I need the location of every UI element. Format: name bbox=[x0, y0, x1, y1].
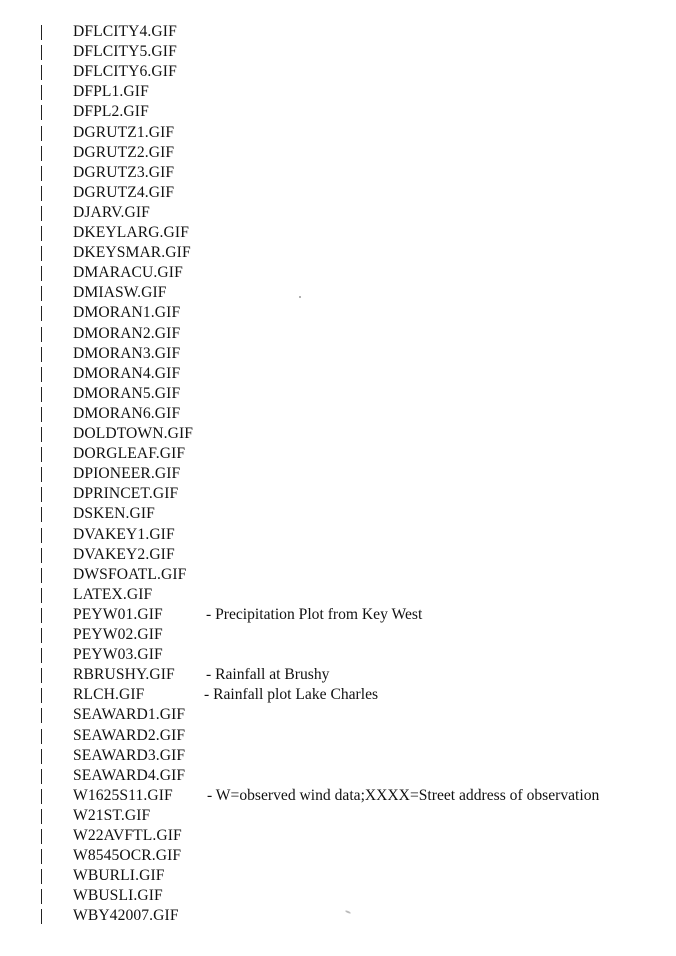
file-name: LATEX.GIF bbox=[73, 585, 153, 603]
revision-bar bbox=[41, 608, 42, 623]
list-item bbox=[0, 786, 676, 806]
revision-bar bbox=[41, 407, 42, 422]
file-description: - Rainfall plot Lake Charles bbox=[204, 686, 379, 704]
file-name: W21ST.GIF bbox=[73, 806, 151, 824]
revision-bar bbox=[41, 568, 42, 583]
revision-bar bbox=[41, 25, 42, 40]
file-name: DFLCITY4.GIF bbox=[73, 23, 177, 40]
file-name: RBRUSHY.GIF bbox=[73, 666, 175, 684]
revision-bar bbox=[41, 809, 42, 824]
file-name: WBUSLI.GIF bbox=[73, 887, 163, 905]
file-name: DFLCITY6.GIF bbox=[73, 63, 177, 81]
file-name: DWSFOATL.GIF bbox=[73, 565, 187, 583]
list-item bbox=[0, 42, 676, 62]
file-name: DFLCITY5.GIF bbox=[73, 43, 177, 61]
file-name: DMORAN3.GIF bbox=[73, 344, 181, 362]
list-item bbox=[0, 384, 676, 404]
revision-bar bbox=[41, 206, 42, 221]
revision-bar bbox=[41, 849, 42, 864]
revision-bar bbox=[41, 186, 42, 201]
file-name: PEYW02.GIF bbox=[73, 626, 163, 643]
list-item bbox=[0, 203, 676, 223]
list-item bbox=[0, 585, 676, 605]
list-item bbox=[0, 324, 676, 344]
file-name: DFPL2.GIF bbox=[73, 103, 149, 121]
revision-bar bbox=[41, 528, 42, 543]
list-item bbox=[0, 263, 676, 283]
list-item bbox=[0, 163, 676, 183]
file-name: DKEYSMAR.GIF bbox=[73, 244, 191, 262]
file-name: DFPL1.GIF bbox=[73, 83, 149, 101]
file-name: SEAWARD2.GIF bbox=[73, 726, 186, 744]
revision-bar bbox=[41, 548, 42, 563]
list-item bbox=[0, 62, 676, 82]
file-name: DMORAN2.GIF bbox=[73, 324, 181, 342]
revision-bar bbox=[41, 769, 42, 784]
list-item bbox=[0, 906, 676, 926]
list-item bbox=[0, 444, 676, 464]
list-item bbox=[0, 464, 676, 484]
revision-bar bbox=[41, 85, 42, 100]
file-name: DGRUTZ3.GIF bbox=[73, 163, 175, 181]
file-name: DMARACU.GIF bbox=[73, 264, 183, 282]
revision-bar bbox=[41, 729, 42, 744]
file-name: DMORAN4.GIF bbox=[73, 364, 181, 382]
file-name: DVAKEY2.GIF bbox=[73, 545, 175, 563]
scan-speck bbox=[299, 296, 301, 298]
revision-bar bbox=[41, 628, 42, 643]
revision-bar bbox=[41, 668, 42, 683]
file-name: SEAWARD3.GIF bbox=[73, 746, 186, 764]
file-description: - Rainfall at Brushy bbox=[206, 666, 330, 684]
revision-bar bbox=[41, 45, 42, 60]
list-item bbox=[0, 866, 676, 886]
list-item bbox=[0, 746, 676, 766]
list-item bbox=[0, 685, 676, 705]
list-item bbox=[0, 22, 676, 42]
list-item bbox=[0, 344, 676, 364]
file-name: DJARV.GIF bbox=[73, 203, 150, 221]
file-name: DMORAN5.GIF bbox=[73, 384, 181, 402]
list-item bbox=[0, 605, 676, 625]
file-name: DORGLEAF.GIF bbox=[73, 445, 186, 463]
list-item bbox=[0, 886, 676, 906]
list-item bbox=[0, 806, 676, 826]
file-name: DGRUTZ1.GIF bbox=[73, 123, 175, 141]
revision-bar bbox=[41, 226, 42, 241]
file-name: DOLDTOWN.GIF bbox=[73, 425, 194, 442]
list-item bbox=[0, 545, 676, 565]
list-item bbox=[0, 726, 676, 746]
revision-bar bbox=[41, 327, 42, 342]
file-name: DMORAN6.GIF bbox=[73, 404, 181, 422]
revision-bar bbox=[41, 507, 42, 522]
file-name: PEYW03.GIF bbox=[73, 646, 163, 664]
list-item bbox=[0, 826, 676, 846]
revision-bar bbox=[41, 347, 42, 362]
revision-bar bbox=[41, 246, 42, 261]
list-item bbox=[0, 645, 676, 665]
revision-bar bbox=[41, 829, 42, 844]
revision-bar bbox=[41, 889, 42, 904]
revision-bar bbox=[41, 467, 42, 482]
file-description: - Precipitation Plot from Key West bbox=[206, 605, 423, 623]
file-name: DKEYLARG.GIF bbox=[73, 224, 189, 241]
file-name: DSKEN.GIF bbox=[73, 505, 155, 523]
file-name: RLCH.GIF bbox=[73, 686, 145, 704]
revision-bar bbox=[41, 648, 42, 663]
file-name: DMIASW.GIF bbox=[73, 284, 167, 302]
revision-bar bbox=[41, 909, 42, 924]
revision-bar bbox=[41, 688, 42, 703]
file-name: DGRUTZ4.GIF bbox=[73, 183, 175, 201]
list-item bbox=[0, 303, 676, 323]
revision-bar bbox=[41, 266, 42, 281]
revision-bar bbox=[41, 789, 42, 804]
revision-bar bbox=[41, 306, 42, 321]
file-name: WBY42007.GIF bbox=[73, 907, 179, 925]
list-item bbox=[0, 665, 676, 685]
file-name: W8545OCR.GIF bbox=[73, 847, 182, 865]
list-item bbox=[0, 625, 676, 645]
revision-bar bbox=[41, 588, 42, 603]
list-item bbox=[0, 766, 676, 786]
list-item bbox=[0, 504, 676, 524]
file-name: W1625S11.GIF bbox=[73, 786, 173, 804]
file-name: PEYW01.GIF bbox=[73, 605, 163, 623]
list-item bbox=[0, 123, 676, 143]
list-item bbox=[0, 102, 676, 122]
file-name: SEAWARD1.GIF bbox=[73, 706, 186, 724]
list-item bbox=[0, 82, 676, 102]
revision-bar bbox=[41, 166, 42, 181]
file-description: - W=observed wind data;XXXX=Street address of observation bbox=[207, 786, 600, 804]
list-item bbox=[0, 283, 676, 303]
list-item bbox=[0, 223, 676, 243]
file-name: DGRUTZ2.GIF bbox=[73, 143, 175, 161]
revision-bar bbox=[41, 427, 42, 442]
file-name: W22AVFTL.GIF bbox=[73, 827, 182, 844]
file-name: SEAWARD4.GIF bbox=[73, 766, 186, 784]
revision-bar bbox=[41, 447, 42, 462]
revision-bar bbox=[41, 286, 42, 301]
revision-bar bbox=[41, 126, 42, 141]
list-item bbox=[0, 364, 676, 384]
revision-bar bbox=[41, 708, 42, 723]
list-item bbox=[0, 565, 676, 585]
revision-bar bbox=[41, 749, 42, 764]
revision-bar bbox=[41, 487, 42, 502]
revision-bar bbox=[41, 146, 42, 161]
list-item bbox=[0, 484, 676, 504]
list-item bbox=[0, 525, 676, 545]
revision-bar bbox=[41, 367, 42, 382]
file-name: DMORAN1.GIF bbox=[73, 304, 181, 322]
file-name: WBURLI.GIF bbox=[73, 867, 165, 885]
list-item bbox=[0, 243, 676, 263]
file-name: DPIONEER.GIF bbox=[73, 465, 181, 483]
list-item bbox=[0, 705, 676, 725]
file-name: DVAKEY1.GIF bbox=[73, 525, 175, 543]
revision-bar bbox=[41, 105, 42, 120]
list-item bbox=[0, 846, 676, 866]
revision-bar bbox=[41, 65, 42, 80]
list-item bbox=[0, 183, 676, 203]
list-item bbox=[0, 404, 676, 424]
list-item bbox=[0, 143, 676, 163]
revision-bar bbox=[41, 869, 42, 884]
revision-bar bbox=[41, 387, 42, 402]
file-name: DPRINCET.GIF bbox=[73, 485, 179, 503]
list-item bbox=[0, 424, 676, 444]
